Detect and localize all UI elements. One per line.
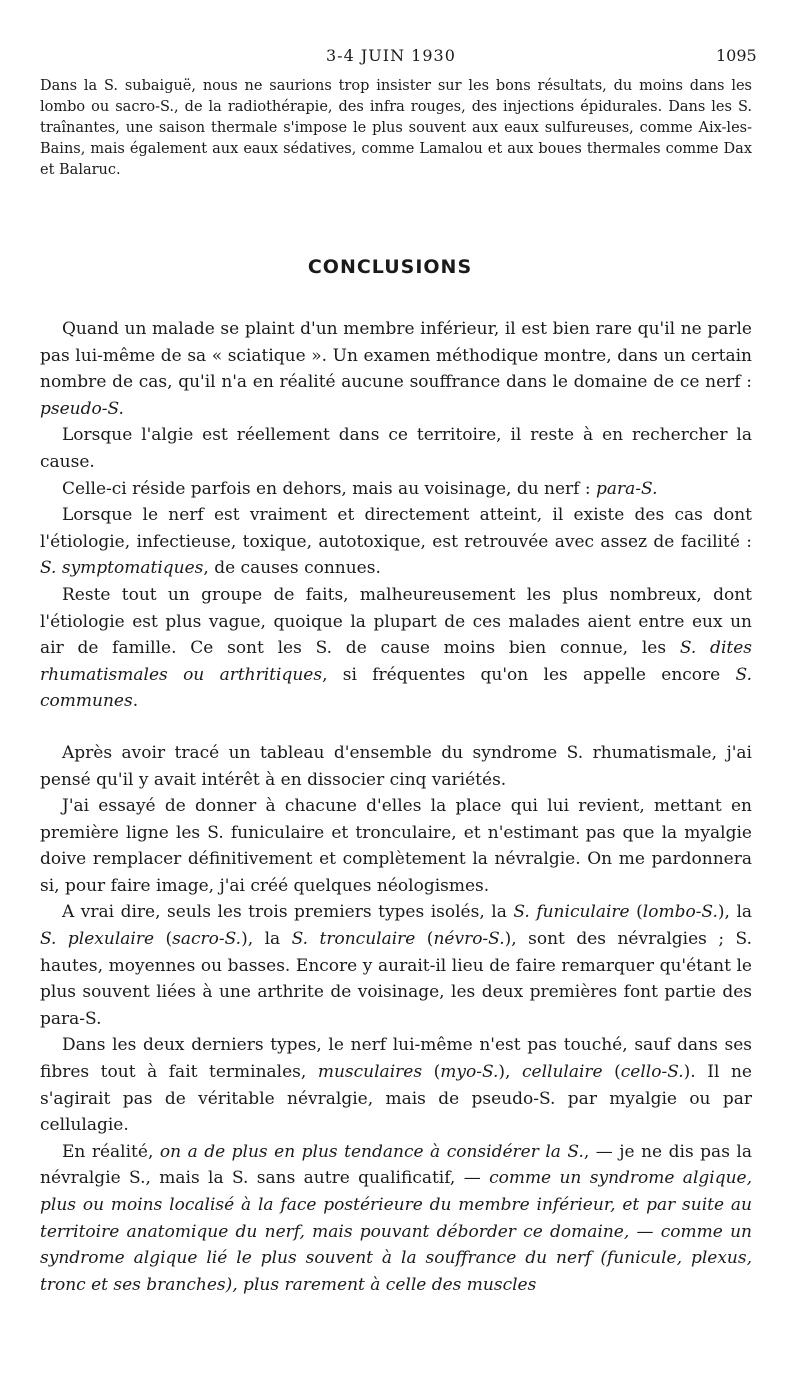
- paragraph-6: Après avoir tracé un tableau d'ensemble du syndrome S. rhumatismale, j'ai pensé qu'il y avait intérêt à en dissocier cinq variétés.: [40, 742, 752, 790]
- p9-d: myo-S.: [440, 1062, 499, 1083]
- p10-c: , — je ne dis pas la névralgie S., mais la S. sans autre qualificatif, —: [40, 1141, 752, 1189]
- p10-d: comme un syndrome algique, plus ou moins localisé à la face postérieure du membre inférieur, et par suite au territoire anatomique du nerf, mais pouvant déborder ce domaine, — comme un syndrome algique lié le plus souvent à la souffrance du nerf (funicule, plexus, tronc et ses branches), plus rarement à celle des muscles: [40, 1168, 752, 1295]
- p9-f: cellulaire: [521, 1062, 603, 1083]
- p9-h: cello-S.: [620, 1062, 684, 1083]
- p8-h: sacro-S.: [172, 929, 242, 950]
- p8-e: ), la: [717, 902, 753, 923]
- paragraph-10: [40, 1139, 752, 1299]
- intro-paragraph: Dans la S. subaiguë, nous ne saurions trop insister sur les bons résultats, du moins dans les lombo ou sacro-S., de la radiothérapie, des infra rouges, des injections épidurales. Dans les S. traînantes, une saison thermale s'impose le plus souvent aux eaux sulfureuses, comme Aix-les-Bains, mais également aux eaux sédatives, comme Lamalou et aux boues thermales comme Dax et Balaruc.: [40, 78, 752, 178]
- p3-em: para-S.: [596, 478, 658, 499]
- p8-k: (: [415, 929, 434, 950]
- p8-c: (: [629, 902, 643, 923]
- running-header: [0, 46, 800, 70]
- p9-c: (: [422, 1062, 441, 1083]
- p9-e: ),: [498, 1062, 522, 1083]
- p9-i: ). Il ne s'agirait pas de véritable névralgie, mais de pseudo-S. par myalgie ou par cellulagie.: [40, 1062, 752, 1136]
- p8-a: A vrai dire, seuls les trois premiers types isolés, la: [62, 902, 514, 923]
- paragraph-8: [40, 899, 752, 1032]
- p9-g: (: [602, 1062, 621, 1083]
- page-number: 1095: [716, 46, 757, 65]
- p8-g: (: [154, 929, 173, 950]
- p5-tail: .: [132, 691, 139, 712]
- p8-m: ), sont des névralgies ; S. hautes, moyennes ou basses. Encore y aurait-il lieu de faire remarquer qu'étant le plus souvent liées à une arthrite de voisinage, les deux premières font partie des para-S.: [40, 929, 752, 1029]
- p8-d: lombo-S.: [642, 902, 718, 923]
- section-title: CONCLUSIONS: [307, 256, 473, 278]
- p5-em2: S. communes: [40, 664, 752, 712]
- p4-tail: , de causes connues.: [203, 558, 381, 579]
- p8-b: S. funiculaire: [513, 902, 630, 923]
- p1-text: Quand un malade se plaint d'un membre inférieur, il est bien rare qu'il ne parle pas lui-même de sa « sciatique ». Un examen méthodique montre, dans un certain nombre de cas, qu'il n'a en réalité aucune souffrance dans le domaine de ce nerf :: [40, 319, 752, 393]
- p5-text: Reste tout un groupe de faits, malheureusement les plus nombreux, dont l'étiologie est plus vague, quoique la plupart de ces malades aient entre eux un air de famille. Ce sont les S. de cause moins bien connue, les: [40, 584, 752, 659]
- p4-em: S. symptomatiques: [40, 558, 204, 579]
- p10-a: En réalité,: [62, 1141, 160, 1162]
- paragraph-5: [40, 582, 752, 715]
- p3-text: Celle-ci réside parfois en dehors, mais au voisinage, du nerf :: [62, 478, 597, 499]
- p5-em1: S. dites rhumatismales ou arthritiques: [40, 638, 752, 685]
- paragraph-4: [40, 502, 752, 582]
- p8-i: ), la: [241, 929, 292, 950]
- conclusions-body: [40, 316, 752, 1298]
- paragraph-2: Lorsque l'algie est réellement dans ce territoire, il reste à en rechercher la cause.: [40, 425, 752, 472]
- paragraph-1: [40, 316, 752, 422]
- p9-b: musculaires: [317, 1062, 423, 1083]
- p8-j: S. tronculaire: [291, 929, 416, 950]
- p4-text: Lorsque le nerf est vraiment et directement atteint, il existe des cas dont l'étiologie, infectieuse, toxique, autotoxique, est retrouvée avec assez de facilité :: [40, 505, 752, 552]
- p10-b: on a de plus en plus tendance à considérer la S.: [159, 1141, 584, 1162]
- p9-a: Dans les deux derniers types, le nerf lui-même n'est pas touché, sauf dans ses fibres tout à fait terminales,: [40, 1035, 752, 1083]
- header-date: 3-4 JUIN 1930: [326, 46, 456, 65]
- p8-l: névro-S.: [433, 929, 505, 950]
- paragraph-9: [40, 1032, 752, 1138]
- p1-em: pseudo-S.: [40, 398, 124, 419]
- paragraph-7: J'ai essayé de donner à chacune d'elles la place qui lui revient, mettant en première ligne les S. funiculaire et tronculaire, et n'estimant pas que la myalgie doive remplacer définitivement et complètement la névralgie. On me pardonnera si, pour faire image, j'ai créé quelques néologismes.: [40, 796, 752, 896]
- paragraph-3: [40, 476, 752, 503]
- p8-f: S. plexulaire: [40, 929, 155, 950]
- p5-mid: , si fréquentes qu'on les appelle encore: [322, 664, 736, 685]
